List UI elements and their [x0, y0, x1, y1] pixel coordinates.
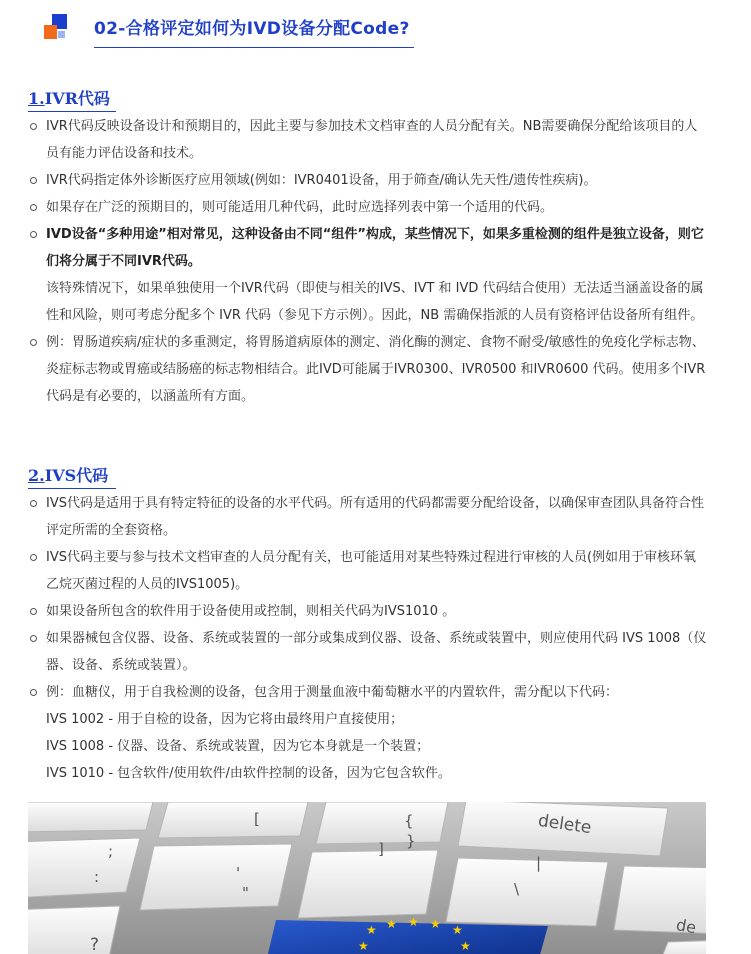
key-glyph: { [404, 812, 414, 830]
key-glyph: ; [108, 842, 114, 860]
bold-note: IVD设备“多种用途”相对常见，这种设备由不同“组件”构成，某些情况下，如果多重检测的组件是独立设备，则它们将分属于不同IVR代码。 [46, 227, 704, 269]
bullet-icon [30, 635, 37, 642]
svg-text:★: ★ [386, 917, 397, 931]
svg-text:★: ★ [430, 917, 441, 931]
page-title: 02-合格评定如何为IVD设备分配Code? [94, 19, 410, 39]
key-glyph: [ [254, 810, 260, 828]
bullet-icon [30, 339, 37, 346]
svg-text:★: ★ [460, 939, 471, 953]
key-glyph: ? [90, 935, 100, 954]
list-item: 如果设备所包含的软件用于设备使用或控制，则相关代码为IVS1010 。 [28, 598, 708, 625]
code-line: IVS 1010 - 包含软件/使用软件/由软件控制的设备，因为它包含软件。 [46, 766, 451, 781]
bullet-icon [30, 177, 37, 184]
list-item [28, 329, 708, 410]
bullet-icon [30, 689, 37, 696]
code-line: IVS 1008 - 仪器、设备、系统或装置，因为它本身就是一个装置； [46, 739, 430, 754]
list-item: 如果存在广泛的预期目的，则可能适用几种代码，此时应选择列表中第一个适用的代码。 [28, 194, 708, 221]
svg-text:★: ★ [408, 915, 419, 929]
svg-text:★: ★ [358, 939, 369, 953]
bullet-icon [30, 231, 37, 238]
title-underline [94, 47, 414, 48]
key-glyph: : [94, 868, 100, 886]
key-glyph: } [406, 832, 416, 850]
delete-key-label: delete [536, 810, 593, 839]
list-item: 例：血糖仪，用于自我检测的设备，包含用于测量血液中葡萄糖水平的内置软件，需分配以下代码： IVS 1002 - 用于自检的设备，因为它将由最终用户直接使用； IVS 1008 - 仪器、设备、系统或装置，因为它本身就是一个装置； IVS 1010 - 包含软件/使用软件/由软件控制的设备，因为它包含软件。 [28, 679, 708, 787]
example-text: 例：胃肠道疾病/症状的多重测定，将胃肠道病原体的测定、消化酶的测定、食物不耐受/敏感性的免疫化学标志物、炎症标志物或胃癌或结肠癌的标志物相结合。此IVD可能属于IVR0300、IVR0500 和IVR0600 代码。使用多个IVR代码是有必要的，以涵盖所有方面。 [46, 335, 706, 404]
list-item: 如果器械包含仪器、设备、系统或装置的一部分或集成到仪器、设备、系统或装置中，则应使用代码 IVS 1008（仪器、设备、系统或装置）。 [28, 625, 708, 679]
section-ivs-list [28, 490, 708, 787]
section-ivs-heading [28, 464, 116, 489]
key-glyph: \ [514, 880, 520, 898]
bullet-icon [30, 204, 37, 211]
logo-squares [42, 14, 72, 44]
list-item [28, 221, 708, 329]
list-item: IVS代码主要与参与技术文档审查的人员分配有关，也可能适用对某些特殊过程进行审核的人员(例如用于审核环氧乙烷灭菌过程的人员的IVS1005)。 [28, 544, 708, 598]
section-ivr-heading [28, 87, 116, 112]
list-item: IVS代码是适用于具有特定特征的设备的水平代码。所有适用的代码都需要分配给设备，以确保审查团队具备符合性评定所需的全套资格。 [28, 490, 708, 544]
list-item: IVR代码指定体外诊断医疗应用领域(例如：IVR0401设备，用于筛查/确认先天性/遗传性疾病)。 [28, 167, 708, 194]
key-glyph: ' [236, 864, 241, 882]
keyboard-illustration [28, 802, 706, 954]
section-ivs-title: IVS代码 [44, 466, 109, 485]
code-line: IVS 1002 - 用于自检的设备，因为它将由最终用户直接使用； [46, 712, 404, 727]
section-ivs-number: 2. [28, 466, 45, 485]
key-glyph: ] [378, 840, 384, 858]
svg-text:★: ★ [366, 923, 377, 937]
section-ivr-list [28, 113, 708, 410]
bullet-icon [30, 500, 37, 507]
bullet-icon [30, 608, 37, 615]
svg-text:★: ★ [452, 923, 463, 937]
key-glyph: | [536, 854, 542, 872]
key-glyph: " [242, 884, 249, 902]
section-ivr [28, 87, 708, 410]
list-item: IVR代码反映设备设计和预期目的，因此主要与参加技术文档审查的人员分配有关。NB需要确保分配给该项目的人员有能力评估设备和技术。 [28, 113, 708, 167]
keyboard-photo [28, 802, 706, 954]
bullet-icon [30, 554, 37, 561]
bullet-icon [30, 123, 37, 130]
delete-key-partial-label: de [674, 915, 698, 938]
section-ivr-number: 1. [28, 89, 45, 108]
section-ivr-title: IVR代码 [44, 89, 110, 108]
section-ivs [28, 464, 708, 787]
bold-note-follow: 该特殊情况下，如果单独使用一个IVR代码（即使与相关的IVS、IVT 和 IVD 代码结合使用）无法适当涵盖设备的属性和风险，则可考虑分配多个 IVR 代码（参见下方示例）。因此，NB 需确保指派的人员有资格评估设备所有组件。 [46, 281, 704, 323]
